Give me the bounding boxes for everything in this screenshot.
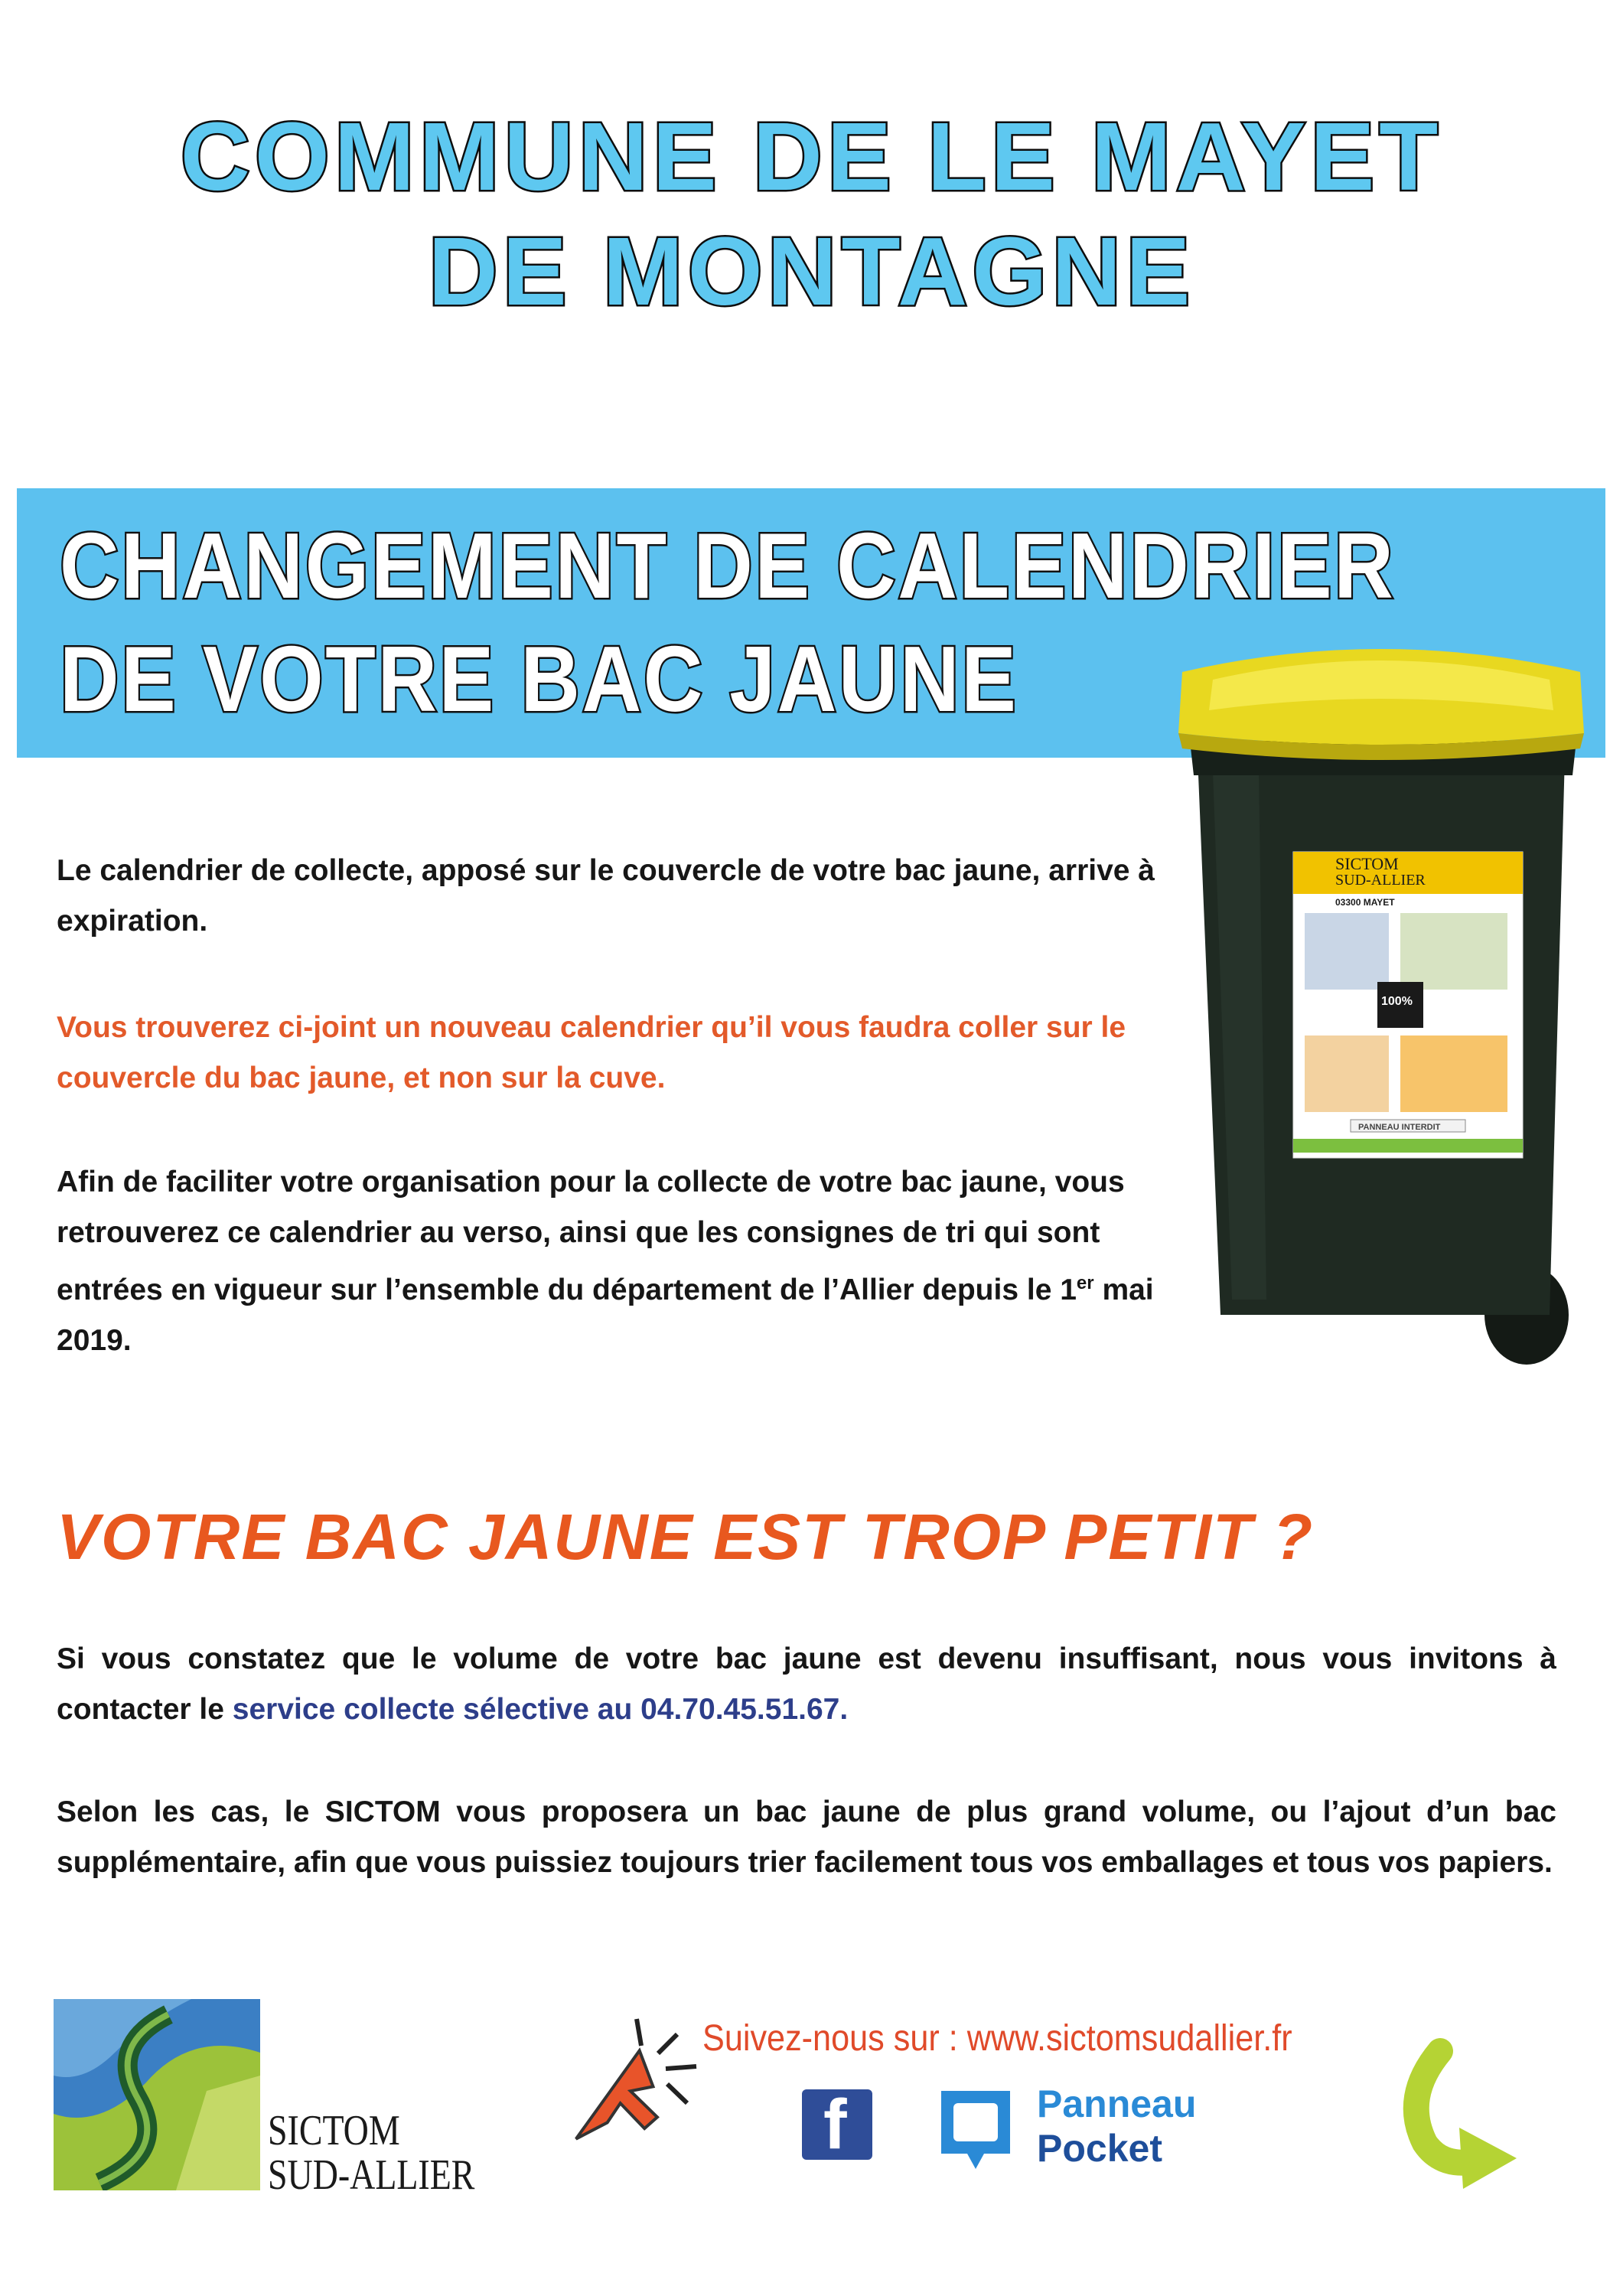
panneau-pocket-icon[interactable] [934, 2083, 1018, 2175]
cursor-click-icon [551, 2011, 704, 2149]
yellow-bin-image [1167, 641, 1595, 1368]
follow-us-link[interactable]: Suivez-nous sur : www.sictomsudallier.fr [702, 2018, 1292, 2059]
facebook-letter: f [823, 2086, 847, 2164]
logo-line2: SUD-ALLIER [268, 2151, 475, 2199]
pp-line1: Panneau [1037, 2082, 1197, 2125]
sictom-logo-text [268, 2108, 474, 2197]
section-title: VOTRE BAC JAUNE EST TROP PETIT ? [57, 1501, 1315, 1573]
banner-title-line1: CHANGEMENT DE CALENDRIER [60, 514, 1396, 618]
info-text-b: mai 2019. [57, 1274, 1154, 1357]
service-contact-link[interactable]: service collecte sélective au 04.70.45.51.67. [232, 1693, 849, 1726]
volume-text: Si vous constatez que le volume de votre bac jaune est devenu insuffisant, nous vous invitons à contacter le [57, 1642, 1556, 1726]
banner-title-line2: DE VOTRE BAC JAUNE [60, 627, 1018, 731]
sticker-brand-line3: 03300 MAYET [1335, 897, 1395, 908]
sticker-badge: 100% [1381, 995, 1413, 1008]
sictom-paragraph: Selon les cas, le SICTOM vous proposera un bac jaune de plus grand volume, ou l’ajout d’un bac supplémentaire, afin que vous puissiez toujours trier facilement tous vos emballages et tous vos papiers. [57, 1795, 1556, 1879]
sticker-brand-line2: SUD-ALLIER [1335, 872, 1426, 889]
pp-line2: Pocket [1037, 2127, 1162, 2170]
info-text-a: Afin de faciliter votre organisation pour la collecte de votre bac jaune, vous retrouverez ce calendrier au verso, ainsi que les consignes de tri qui sont entrées en vigueur sur l’ensemble du département de l’Allier depuis le 1 [57, 1166, 1125, 1306]
intro-paragraph: Le calendrier de collecte, apposé sur le couvercle de votre bac jaune, arrive à expiration. [57, 854, 1155, 938]
facebook-icon[interactable] [802, 2086, 872, 2164]
ordinal-superscript: er [1076, 1273, 1094, 1293]
sticker-brand-line1: SICTOM [1335, 854, 1399, 873]
info-paragraph [57, 1157, 1174, 1366]
sictom-logo [54, 1999, 260, 2190]
instruction-paragraph: Vous trouverez ci-joint un nouveau calendrier qu’il vous faudra coller sur le couvercle du bac jaune, et non sur la cuve. [57, 1011, 1126, 1094]
commune-title-line1: COMMUNE DE LE MAYET [180, 103, 1443, 210]
commune-title-line2: DE MONTAGNE [428, 217, 1195, 325]
turn-arrow-icon [1387, 2036, 1540, 2189]
commune-title [0, 99, 1623, 329]
panneau-pocket-label[interactable] [1037, 2082, 1196, 2170]
volume-paragraph [57, 1634, 1556, 1735]
logo-line1: SICTOM [268, 2107, 400, 2154]
sticker-footer: PANNEAU INTERDIT [1358, 1123, 1441, 1132]
